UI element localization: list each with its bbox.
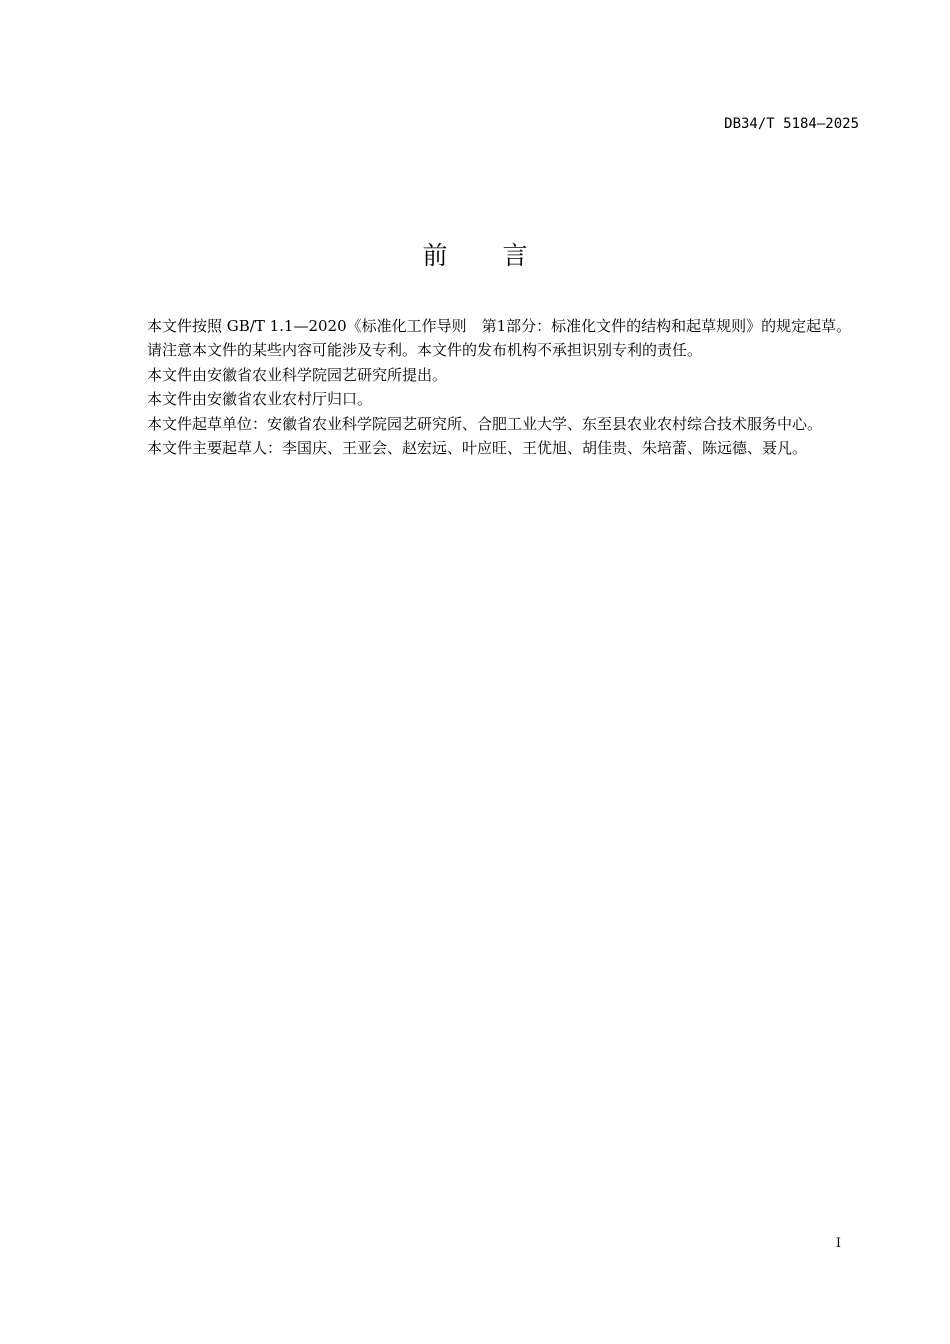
page-title: 前言 xyxy=(422,241,583,270)
paragraph-proposer: 本文件由安徽省农业科学院园艺研究所提出。 xyxy=(147,365,448,384)
page-number: I xyxy=(835,1236,841,1251)
paragraph-patent-notice: 请注意本文件的某些内容可能涉及专利。本文件的发布机构不承担识别专利的责任。 xyxy=(147,341,703,360)
document-code: DB34/T 5184—2025 xyxy=(724,116,859,132)
paragraph-administrator: 本文件由安徽省农业农村厅归口。 xyxy=(147,390,373,409)
paragraph-drafters: 本文件主要起草人：李国庆、王亚会、赵宏远、叶应旺、王优旭、胡佳贵、朱培蕾、陈远德、聂凡。 xyxy=(147,439,808,458)
foreword-body xyxy=(114,314,860,460)
paragraph-drafting-units: 本文件起草单位：安徽省农业科学院园艺研究所、合肥工业大学、东至县农业农村综合技术服务中心。 xyxy=(147,414,823,433)
paragraph-drafting-rules: 本文件按照 GB/T 1.1—2020《标准化工作导则 第1部分：标准化文件的结构和起草规则》的规定起草。 xyxy=(147,317,852,335)
